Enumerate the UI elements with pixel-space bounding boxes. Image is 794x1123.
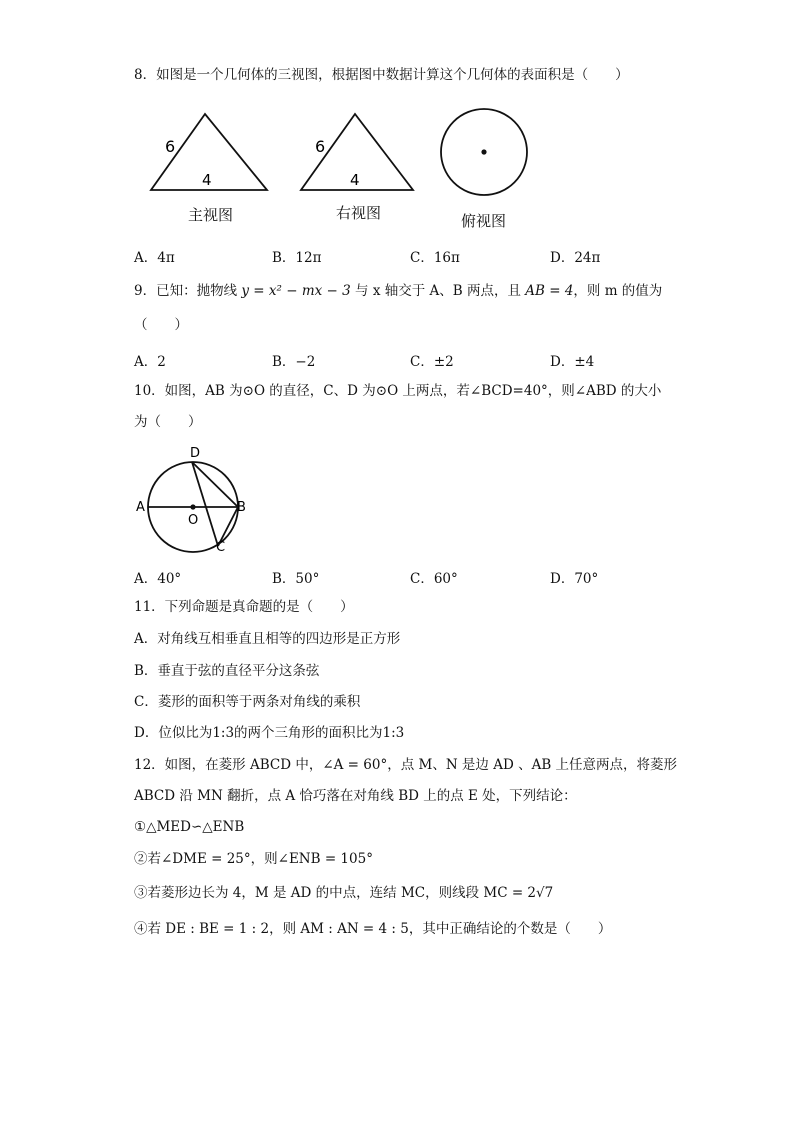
q10-option-a: A．40°: [134, 571, 182, 587]
q12-conclusion-3: ③若菱形边长为 4，M 是 AD 的中点，连结 MC，则线段 MC = 2√7: [134, 885, 554, 901]
q12-stem: 12．如图，在菱形 ABCD 中，∠A = 60°，点 M、N 是边 AD 、AB 上任意两点，将菱形: [134, 757, 678, 773]
q8-option-a: A．4π: [134, 250, 175, 266]
q8-option-b: B．12π: [272, 250, 322, 266]
q10-option-b: B．50°: [272, 571, 320, 587]
q9-stem: [134, 282, 662, 300]
label-a: A: [136, 500, 145, 515]
q9-option-c: C．±2: [410, 354, 454, 370]
right-view-side-label: 6: [315, 137, 326, 156]
q9-formula: y = x² − mx − 3: [241, 283, 351, 299]
q10-option-d: D．70°: [550, 571, 599, 587]
front-view-base-label: 4: [202, 171, 212, 189]
label-c: C: [216, 540, 226, 555]
q10-stem: 10．如图，AB 为⊙O 的直径，C、D 为⊙O 上两点，若∠BCD=40°，则∠ABD 的大小: [134, 383, 662, 399]
q11-option-a: A．对角线互相垂直且相等的四边形是正方形: [134, 631, 401, 647]
label-b: B: [237, 500, 246, 515]
right-view-caption: 右视图: [336, 204, 382, 222]
q8-option-d: D．24π: [550, 250, 601, 266]
q11-option-c: C．菱形的面积等于两条对角线的乘积: [134, 694, 361, 710]
q8-option-c: C．16π: [410, 250, 460, 266]
q9-middle: 与 x 轴交于 A、B 两点，且: [350, 283, 526, 299]
q12-conclusion-4: ④若 DE : BE = 1 : 2，则 AM : AN = 4 : 5，其中正确结论的个数是（ ）: [134, 921, 612, 937]
circle-diagram: [130, 440, 255, 558]
front-view-triangle: [145, 108, 275, 198]
front-view-caption: 主视图: [188, 206, 234, 224]
right-view-base-label: 4: [350, 171, 360, 189]
center-o-dot: [190, 504, 195, 509]
q9-option-b: B．−2: [272, 354, 316, 370]
top-view-circle: [436, 106, 536, 202]
q10-option-c: C．60°: [410, 571, 458, 587]
q11-stem: 11．下列命题是真命题的是（ ）: [134, 599, 354, 615]
q11-option-b: B．垂直于弦的直径平分这条弦: [134, 663, 320, 679]
q9-paren: （ ）: [134, 317, 188, 333]
q12-stem-line2: ABCD 沿 MN 翻折，点 A 恰巧落在对角线 BD 上的点 E 处，下列结论：: [134, 788, 577, 804]
label-d: D: [190, 446, 201, 461]
top-view-caption: 俯视图: [461, 212, 507, 230]
top-view-center-dot: [481, 149, 486, 154]
q8-stem: 8．如图是一个几何体的三视图，根据图中数据计算这个几何体的表面积是（ ）: [134, 67, 629, 83]
q9-option-a: A．2: [134, 354, 166, 370]
q9-condition: AB = 4: [525, 283, 574, 299]
right-view-triangle: [295, 108, 420, 198]
label-o: O: [188, 513, 199, 528]
q9-option-d: D．±4: [550, 354, 595, 370]
q9-suffix: ，则 m 的值为: [573, 283, 663, 299]
front-view-side-label: 6: [165, 137, 176, 156]
q11-option-d: D．位似比为1:3的两个三角形的面积比为1:3: [134, 725, 405, 741]
q10-stem-line2: 为（ ）: [134, 414, 202, 430]
q12-conclusion-1: ①△MED∽△ENB: [134, 819, 245, 835]
q12-conclusion-2: ②若∠DME = 25°，则∠ENB = 105°: [134, 851, 373, 867]
q9-prefix: 9．已知：抛物线: [134, 283, 242, 299]
